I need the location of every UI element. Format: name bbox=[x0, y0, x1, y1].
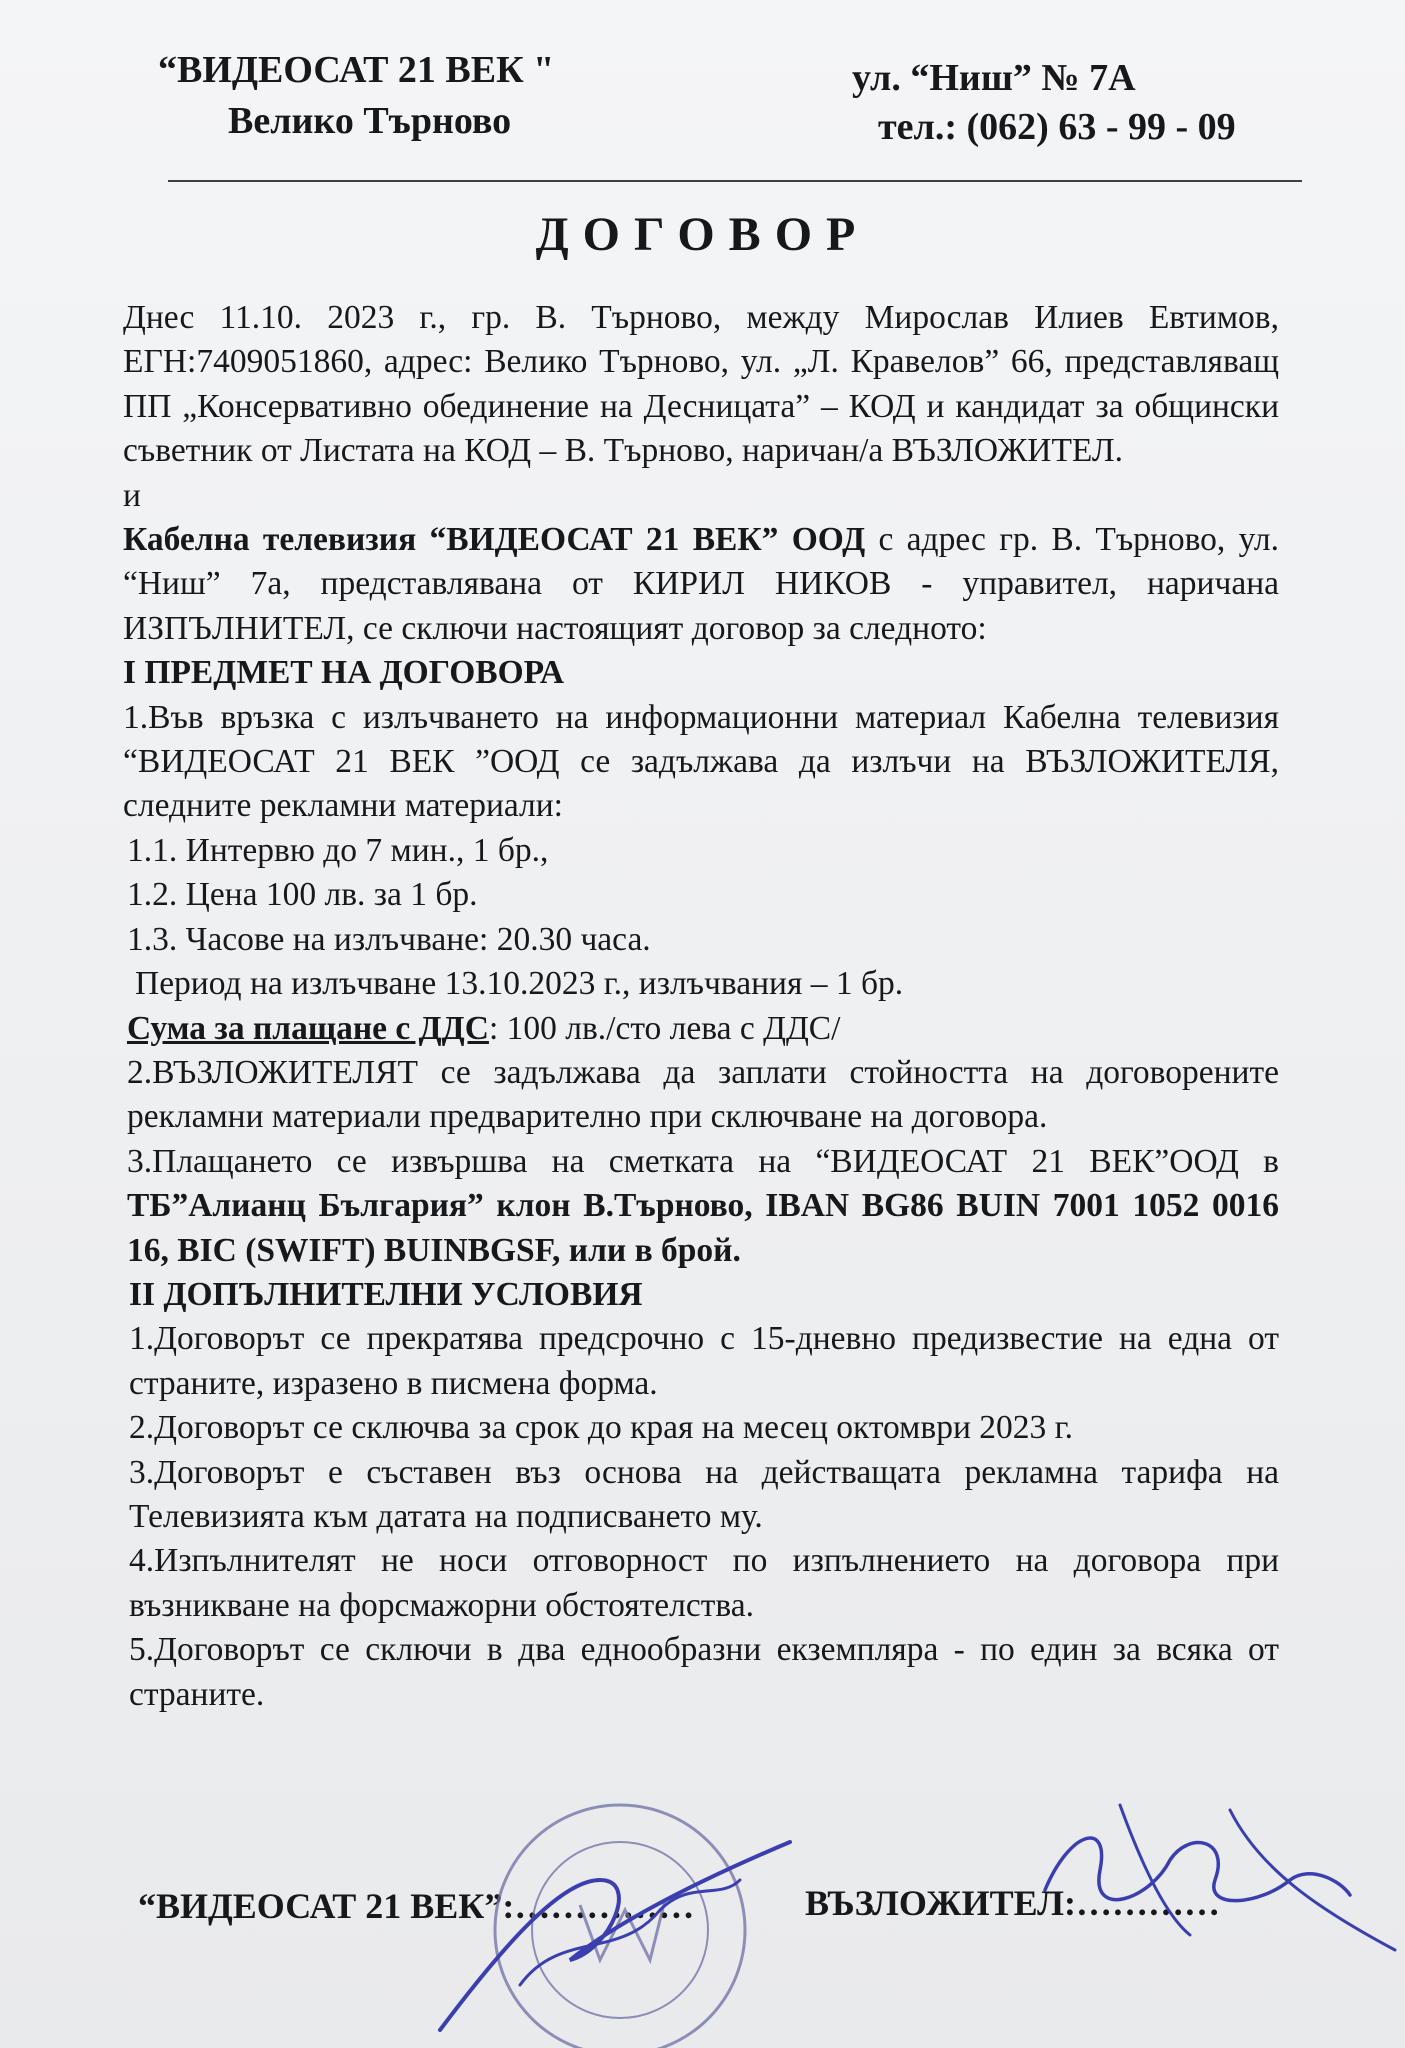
bank-details: ТБ”Алианц България” клон В.Търново, IBAN BG86 BUIN 7001 1052 0016 16, BIC (SWIFT) BUINBGSF, или в брой. bbox=[127, 1187, 1279, 1269]
payment-sum bbox=[123, 1007, 1279, 1051]
section2-clause-1: 1.Договорът се прекратява предсрочно с 15-дневно предизвестие на една от страните, изразено в писмена форма. bbox=[129, 1320, 1279, 1402]
header-city: Велико Търново bbox=[228, 100, 512, 142]
section1-item-1: 1.1. Интервю до 7 мин., 1 бр., bbox=[127, 831, 549, 869]
section2-heading: II ДОПЪЛНИТЕЛНИ УСЛОВИЯ bbox=[129, 1275, 643, 1313]
section1-heading: I ПРЕДМЕТ НА ДОГОВОРА bbox=[123, 654, 565, 692]
contractor-signature bbox=[440, 1842, 790, 2030]
conjunction-text: и bbox=[123, 476, 141, 514]
section2-clause-4: 4.Изпълнителят не носи отговорност по изпълнението на договора при възникване на форсмажорни обстоятелства. bbox=[129, 1542, 1279, 1624]
section2-clause-2: 2.Договорът се сключва за срок до края на месец октомври 2023 г. bbox=[129, 1409, 1073, 1447]
header-divider bbox=[168, 180, 1302, 182]
broadcast-period: Период на излъчване 13.10.2023 г., излъчвания – 1 бр. bbox=[135, 965, 904, 1003]
section1-item-3: 1.3. Часове на излъчване: 20.30 часа. bbox=[127, 920, 651, 958]
section1-clause-2: 2.ВЪЗЛОЖИТЕЛЯТ се задължава да заплати стойността на договорените рекламни материали предварително при сключване на договора. bbox=[127, 1053, 1279, 1136]
header-phone: тел.: (062) 63 - 99 - 09 bbox=[878, 106, 1236, 148]
party2-details: с адрес гр. В. Търново, ул. “Ниш” 7а, представлявана от КИРИЛ НИКОВ - управител, наричана ИЗПЪЛНИТЕЛ, се сключи настоящият договор за следното: bbox=[123, 521, 1279, 647]
signature-line-contractor: “ВИДЕОСАТ 21 ВЕК”:…………… bbox=[138, 1886, 695, 1926]
document-title: ДОГОВОР bbox=[535, 208, 870, 261]
payment-text: 3.Плащането се извършва на сметката на “ВИДЕОСАТ 21 ВЕК”ООД в bbox=[127, 1142, 1279, 1180]
section2-clause-3: 3.Договорът е съставен въз основа на действащата рекламна тарифа на Телевизията към датата на подписването му. bbox=[129, 1453, 1279, 1535]
section2-clause-5: 5.Договорът се сключи в два еднообразни екземпляра - по един за всяка от страните. bbox=[129, 1631, 1279, 1713]
signature-line-client: ВЪЗЛОЖИТЕЛ:………… bbox=[805, 1883, 1220, 1923]
contract-body bbox=[123, 296, 1279, 1717]
client-signature bbox=[1045, 1805, 1395, 1950]
intro-paragraph: Днес 11.10. 2023 г., гр. В. Търново, между Мирослав Илиев Евтимов, ЕГН:7409051860, адрес: Велико Търново, ул. „Л. Кравелов” 66, представляващ ПП „Консервативно обединение на Десницата” – КОД и кандидат за общински съветник от Листата на КОД – В. Търново, наричан/а ВЪЗЛОЖИТЕЛ. bbox=[123, 299, 1279, 470]
party2-paragraph bbox=[123, 518, 1279, 651]
section1-clause-3 bbox=[123, 1140, 1279, 1273]
party2-name: Кабелна телевизия “ВИДЕОСАТ 21 ВЕК” ООД bbox=[123, 521, 866, 559]
payment-sum-value: : 100 лв./сто лева с ДДС/ bbox=[488, 1009, 841, 1047]
section1-clause-1: 1.Във връзка с излъчването на информационни материал Кабелна телевизия “ВИДЕОСАТ 21 ВЕК ”ООД се задължава да излъчи на ВЪЗЛОЖИТЕЛЯ, следните рекламни материали: bbox=[123, 698, 1279, 825]
header-street: ул. “Ниш” № 7А bbox=[852, 57, 1136, 99]
payment-sum-label: Сума за плащане с ДДС bbox=[127, 1009, 489, 1047]
header-company: “ВИДЕОСАТ 21 ВЕК " bbox=[158, 49, 555, 91]
section1-item-2: 1.2. Цена 100 лв. за 1 бр. bbox=[127, 876, 478, 914]
